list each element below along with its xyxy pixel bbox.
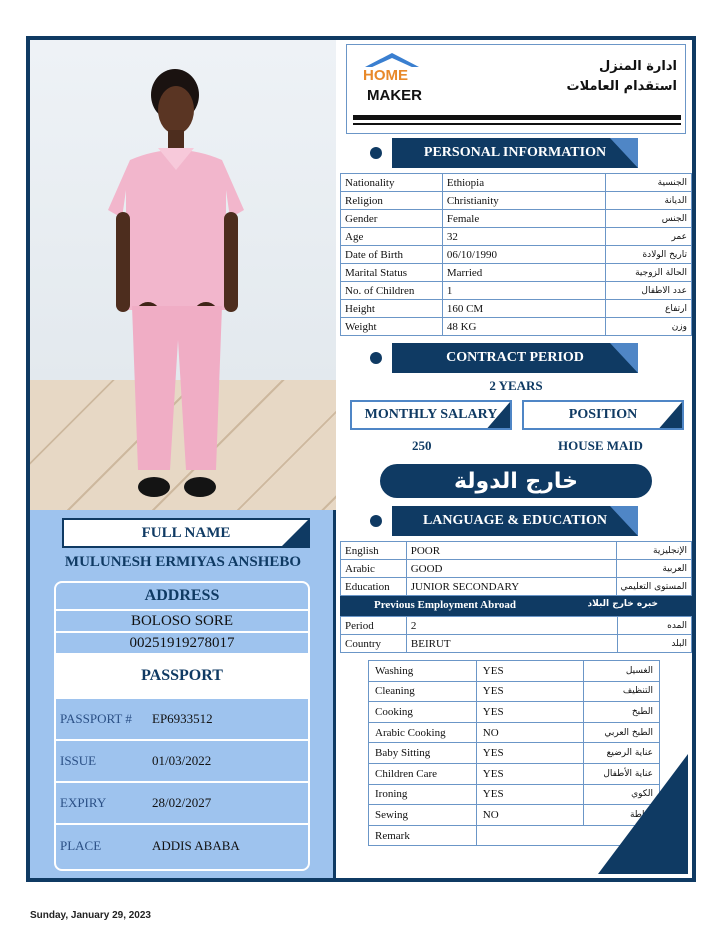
address-passport-card	[54, 581, 310, 871]
section-title: PERSONAL INFORMATION	[423, 145, 607, 160]
home-maker-logo	[357, 53, 427, 109]
header-divider-thick	[353, 115, 681, 120]
skill-value: YES	[476, 763, 583, 784]
passport-key: PLACE	[60, 838, 102, 853]
skill-value: NO	[476, 805, 583, 826]
contract-period-value: 2 YEARS	[489, 378, 543, 393]
skill-label-ar: التنظيف	[584, 681, 660, 702]
band-corner-triangle	[610, 506, 638, 536]
row-label-ar: المستوى التعليمي	[616, 578, 691, 596]
skill-label: Sewing	[369, 805, 477, 826]
skill-label: Children Care	[369, 763, 477, 784]
skill-label-ar: الغسيل	[584, 661, 660, 682]
passport-row	[56, 741, 308, 783]
band-corner-triangle	[610, 138, 638, 168]
personal-info-table	[340, 173, 692, 336]
full-name-label-box	[62, 518, 310, 548]
arabic-title	[567, 57, 677, 97]
row-value: 160 CM	[442, 300, 605, 318]
section-band	[392, 506, 638, 536]
skill-label: Cleaning	[369, 681, 477, 702]
passport-key: ISSUE	[60, 753, 97, 768]
row-value: 1	[442, 282, 605, 300]
table-row	[341, 282, 692, 300]
abroad-banner: خارج الدولة	[380, 464, 652, 498]
table-row	[341, 192, 692, 210]
row-label-ar: الحالة الزوجية	[606, 264, 692, 282]
passport-value: EP6933512	[152, 711, 213, 726]
row-label-ar: عمر	[606, 228, 692, 246]
row-label: Religion	[341, 192, 443, 210]
passport-label: PASSPORT	[56, 655, 308, 699]
address-line-2: 00251919278017	[56, 633, 308, 655]
section-contract-period	[340, 343, 692, 373]
row-label: Weight	[341, 318, 443, 336]
position-value: HOUSE MAID	[558, 438, 643, 453]
passport-value: 28/02/2027	[152, 795, 212, 810]
skill-label: Cooking	[369, 702, 477, 723]
passport-row	[56, 699, 308, 741]
table-row	[341, 635, 692, 653]
position-box	[522, 400, 684, 430]
bullet-dot-icon	[370, 147, 382, 159]
skill-value: YES	[476, 743, 583, 764]
table-row	[341, 174, 692, 192]
row-label: English	[341, 542, 407, 560]
row-value: Ethiopia	[442, 174, 605, 192]
row-value: 48 KG	[442, 318, 605, 336]
skill-value: YES	[476, 702, 583, 723]
table-row	[341, 264, 692, 282]
logo-home-text: HOME	[363, 67, 408, 84]
row-label: Arabic	[341, 560, 407, 578]
skill-label-ar: خياطة	[584, 805, 660, 826]
previous-employment-title: Previous Employment Abroad	[374, 599, 516, 611]
address-line-1: BOLOSO SORE	[56, 611, 308, 633]
row-value: POOR	[406, 542, 616, 560]
passport-row	[56, 783, 308, 825]
row-value: JUNIOR SECONDARY	[406, 578, 616, 596]
row-label-ar: العربية	[616, 560, 691, 578]
band-corner-triangle	[610, 343, 638, 373]
table-row	[369, 681, 660, 702]
skill-label: Baby Sitting	[369, 743, 477, 764]
row-label: Nationality	[341, 174, 443, 192]
passport-value: 01/03/2022	[152, 753, 212, 768]
table-row	[341, 578, 692, 596]
section-language-education	[340, 506, 692, 536]
row-value: 2	[406, 617, 617, 635]
row-label-ar: الإنجليزية	[616, 542, 691, 560]
full-name-value: MULUNESH ERMIYAS ANSHEBO	[64, 554, 302, 570]
skill-label-ar: الكوي	[584, 784, 660, 805]
row-label-ar: وزن	[606, 318, 692, 336]
table-row	[341, 318, 692, 336]
bullet-dot-icon	[370, 352, 382, 364]
position-label: POSITION	[568, 407, 638, 422]
section-title: CONTRACT PERIOD	[446, 350, 584, 365]
table-row	[341, 300, 692, 318]
row-label-ar: ارتفاع	[606, 300, 692, 318]
section-band	[392, 343, 638, 373]
section-title: LANGUAGE & EDUCATION	[422, 513, 608, 528]
row-label-ar: عدد الاطفال	[606, 282, 692, 300]
row-label: Period	[341, 617, 407, 635]
skill-value: YES	[476, 681, 583, 702]
previous-employment-table	[340, 616, 692, 653]
monthly-salary-box	[350, 400, 512, 430]
table-row	[341, 246, 692, 264]
skill-label-ar: الطبخ	[584, 702, 660, 723]
table-row	[341, 617, 692, 635]
row-label-ar: الجنسية	[606, 174, 692, 192]
table-row	[369, 661, 660, 682]
table-row	[341, 542, 692, 560]
row-value: BEIRUT	[406, 635, 617, 653]
candidate-photo	[30, 40, 336, 510]
box-corner-triangle	[656, 402, 682, 430]
table-row	[369, 702, 660, 723]
row-label: Country	[341, 635, 407, 653]
row-value: GOOD	[406, 560, 616, 578]
table-row	[341, 210, 692, 228]
arabic-title-line-1: ادارة المنزل	[599, 59, 677, 74]
row-label-ar: تاريخ الولادة	[606, 246, 692, 264]
header-divider-thin	[353, 123, 681, 125]
passport-value: ADDIS ABABA	[152, 838, 240, 853]
skill-label-ar: الطبخ العربي	[584, 722, 660, 743]
bullet-dot-icon	[370, 515, 382, 527]
passport-key: PASSPORT #	[60, 711, 132, 726]
skill-label: Arabic Cooking	[369, 722, 477, 743]
skill-label-ar: عناية الأطفال	[584, 763, 660, 784]
arabic-title-line-2: استقدام العاملات	[566, 79, 677, 94]
row-value: Christianity	[442, 192, 605, 210]
passport-key: EXPIRY	[60, 795, 107, 810]
skill-value: NO	[476, 722, 583, 743]
row-label-ar: الجنس	[606, 210, 692, 228]
row-label: No. of Children	[341, 282, 443, 300]
language-table	[340, 541, 692, 596]
row-label-ar: البلد	[618, 635, 692, 653]
row-label: Age	[341, 228, 443, 246]
passport-row	[56, 825, 308, 867]
row-label: Height	[341, 300, 443, 318]
header-box	[346, 44, 686, 134]
section-band	[392, 138, 638, 168]
logo-maker-text: MAKER	[367, 87, 422, 104]
print-date: Sunday, January 29, 2023	[30, 910, 151, 921]
row-value: Female	[442, 210, 605, 228]
decorative-corner-triangle	[598, 754, 688, 874]
skill-label: Ironing	[369, 784, 477, 805]
row-value: 06/10/1990	[442, 246, 605, 264]
skill-value: YES	[476, 784, 583, 805]
right-column	[340, 40, 692, 878]
row-label: Gender	[341, 210, 443, 228]
previous-employment-title-ar: خبره خارج البلاد	[587, 599, 658, 609]
table-row	[341, 228, 692, 246]
monthly-salary-label: MONTHLY SALARY	[364, 407, 498, 422]
table-row	[369, 722, 660, 743]
table-row	[341, 560, 692, 578]
left-column	[30, 40, 336, 878]
skill-value: YES	[476, 661, 583, 682]
row-value: 32	[442, 228, 605, 246]
row-label: Date of Birth	[341, 246, 443, 264]
row-label-ar: المده	[618, 617, 692, 635]
previous-employment-bar	[340, 596, 692, 616]
full-name-label: FULL NAME	[141, 524, 231, 541]
row-label: Education	[341, 578, 407, 596]
skill-label: Washing	[369, 661, 477, 682]
remark-label: Remark	[369, 825, 477, 846]
row-value: Married	[442, 264, 605, 282]
row-label: Marital Status	[341, 264, 443, 282]
row-label-ar: الديانة	[606, 192, 692, 210]
section-personal-information	[340, 138, 692, 168]
skill-label-ar: عناية الرضيع	[584, 743, 660, 764]
label-corner-triangle	[282, 520, 308, 546]
person-figure	[30, 40, 336, 510]
address-label: ADDRESS	[56, 583, 308, 611]
box-corner-triangle	[484, 402, 510, 430]
monthly-salary-value: 250	[412, 438, 432, 453]
